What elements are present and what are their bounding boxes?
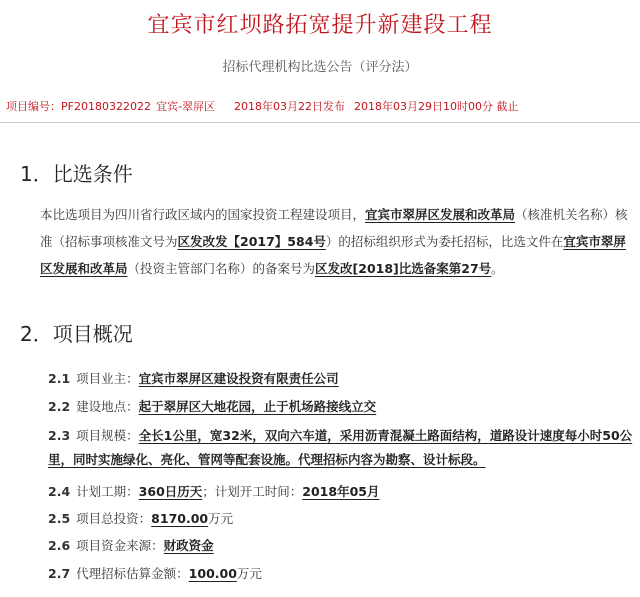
item-label: 项目业主： [76, 371, 139, 386]
item-number: 2.2 [48, 399, 71, 414]
project-number: 项目编号：PF20180322022 [6, 100, 151, 113]
item-label: ；计划开工时间： [202, 484, 303, 499]
list-item [48, 562, 633, 586]
approval-doc-number: 区发改发【2017】584号 [177, 234, 326, 249]
publish-date: 2018年03月22日发布 [234, 100, 345, 113]
item-label: 代理招标估算金额： [76, 566, 189, 581]
item-unit: 万元 [236, 566, 262, 581]
text-run: 本比选项目为四川省行政区域内的国家投资工程建设项目， [40, 207, 366, 222]
item-value: 8170.00 [151, 511, 209, 526]
item-label: 项目规模： [76, 428, 139, 443]
conditions-paragraph [40, 201, 630, 282]
text-run: 。 [491, 261, 504, 276]
page-title: 宜宾市红坝路拓宽提升新建段工程 [147, 13, 493, 38]
item-number: 2.7 [48, 566, 71, 581]
item-value: 全长1公里，宽32米，双向六车道，采用沥青混凝土路面结构，道路设计速度每小时50公里，同时实施绿化、亮化、管网等配套设施。代理招标内容为勘察、设计标段。 [48, 428, 633, 467]
item-number: 2.1 [48, 371, 71, 386]
list-item [48, 534, 633, 558]
item-label: 建设地点： [76, 399, 139, 414]
region: 宜宾-翠屏区 [156, 100, 215, 113]
item-value: 360日历天 [138, 484, 203, 499]
divider [0, 122, 640, 123]
section-heading-overview: 2．项目概况 [20, 322, 133, 346]
text-run: （核准机关名称）核准（招标事项核准文号为 [40, 207, 628, 249]
investment-authority: 宜宾市翠屏区发展和改革局 [40, 234, 626, 276]
item-value: 100.00 [188, 566, 237, 581]
item-number: 2.5 [48, 511, 71, 526]
text-run: ）的招标组织形式为委托招标，比选文件在 [325, 234, 564, 249]
item-label: 项目资金来源： [76, 538, 164, 553]
list-item [48, 424, 633, 472]
item-value: 2018年05月 [302, 484, 380, 499]
page-subtitle: 招标代理机构比选公告（评分法） [222, 60, 418, 75]
list-item [48, 367, 633, 391]
item-number: 2.3 [48, 428, 71, 443]
list-item [48, 507, 633, 531]
item-value: 宜宾市翠屏区建设投资有限责任公司 [138, 371, 339, 386]
item-label: 项目总投资： [76, 511, 152, 526]
list-item [48, 395, 633, 419]
notice-meta-bar [6, 98, 634, 116]
item-unit: 万元 [208, 511, 234, 526]
filing-number: 区发改[2018]比选备案第27号 [315, 261, 492, 276]
item-value: 财政资金 [163, 538, 214, 553]
item-label: 计划工期： [76, 484, 139, 499]
item-value: 起于翠屏区大地花园，止于机场路接线立交 [138, 399, 377, 414]
approval-authority: 宜宾市翠屏区发展和改革局 [365, 207, 516, 222]
item-number: 2.6 [48, 538, 71, 553]
item-number: 2.4 [48, 484, 71, 499]
text-run: （投资主管部门名称）的备案号为 [127, 261, 316, 276]
list-item [48, 480, 633, 504]
section-heading-conditions: 1．比选条件 [20, 162, 133, 186]
deadline: 2018年03月29日10时00分 截止 [354, 100, 519, 113]
